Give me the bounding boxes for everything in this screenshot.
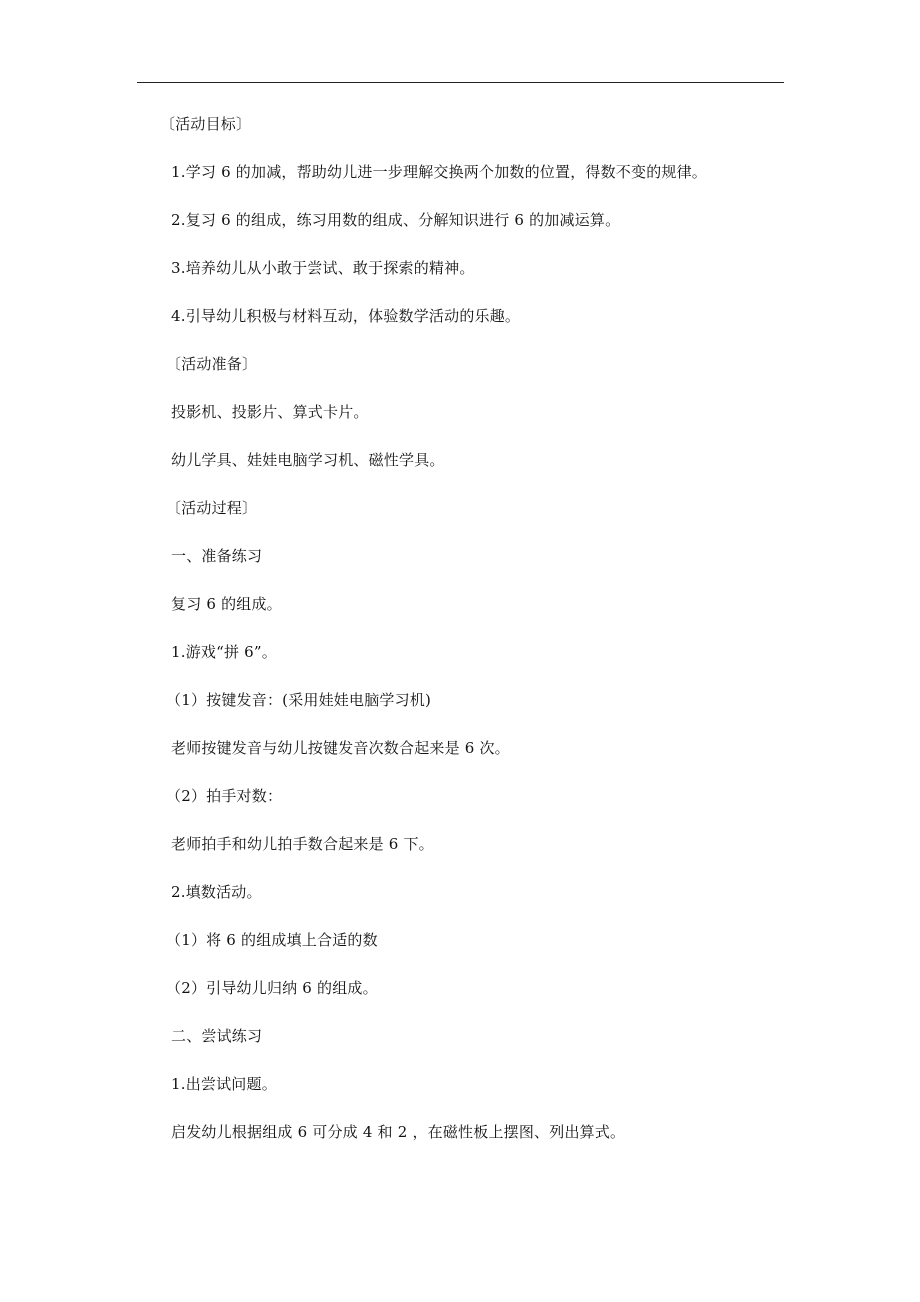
- section-heading-goals: 〔活动目标〕: [160, 115, 252, 133]
- goal-item-3: 3.培养幼儿从小敢于尝试、敢于探索的精神。: [171, 259, 475, 277]
- section-heading-process: 〔活动过程〕: [166, 499, 258, 517]
- paragraph-line: （1）按键发音：(采用娃娃电脑学习机): [166, 691, 432, 709]
- preparation-item-1: 投影机、投影片、算式卡片。: [171, 403, 369, 421]
- paragraph-line: （2）拍手对数：: [166, 787, 283, 805]
- paragraph-line: （1）将 6 的组成填上合适的数: [166, 931, 378, 949]
- paragraph-line: 老师按键发音与幼儿按键发音次数合起来是 6 次。: [171, 739, 510, 757]
- paragraph-line: 复习 6 的组成。: [171, 595, 282, 613]
- preparation-item-2: 幼儿学具、娃娃电脑学习机、磁性学具。: [171, 451, 445, 469]
- process-step-heading-1: 一、准备练习: [171, 547, 263, 565]
- paragraph-line: 2.填数活动。: [171, 883, 262, 901]
- section-heading-preparation: 〔活动准备〕: [166, 355, 258, 373]
- goal-item-4: 4.引导幼儿积极与材料互动，体验数学活动的乐趣。: [171, 307, 521, 325]
- goal-item-1: 1.学习 6 的加减，帮助幼儿进一步理解交换两个加数的位置，得数不变的规律。: [171, 163, 707, 181]
- paragraph-line: 启发幼儿根据组成 6 可分成 4 和 2 ，在磁性板上摆图、列出算式。: [171, 1123, 626, 1141]
- paragraph-line: 1.游戏“拼 6”。: [171, 643, 277, 661]
- process-step-heading-2: 二、尝试练习: [171, 1027, 263, 1045]
- goal-item-2: 2.复习 6 的组成，练习用数的组成、分解知识进行 6 的加减运算。: [171, 211, 621, 229]
- paragraph-line: 1.出尝试问题。: [171, 1075, 277, 1093]
- paragraph-line: （2）引导幼儿归纳 6 的组成。: [166, 979, 378, 997]
- paragraph-line: 老师拍手和幼儿拍手数合起来是 6 下。: [171, 835, 434, 853]
- header-rule: [137, 82, 784, 83]
